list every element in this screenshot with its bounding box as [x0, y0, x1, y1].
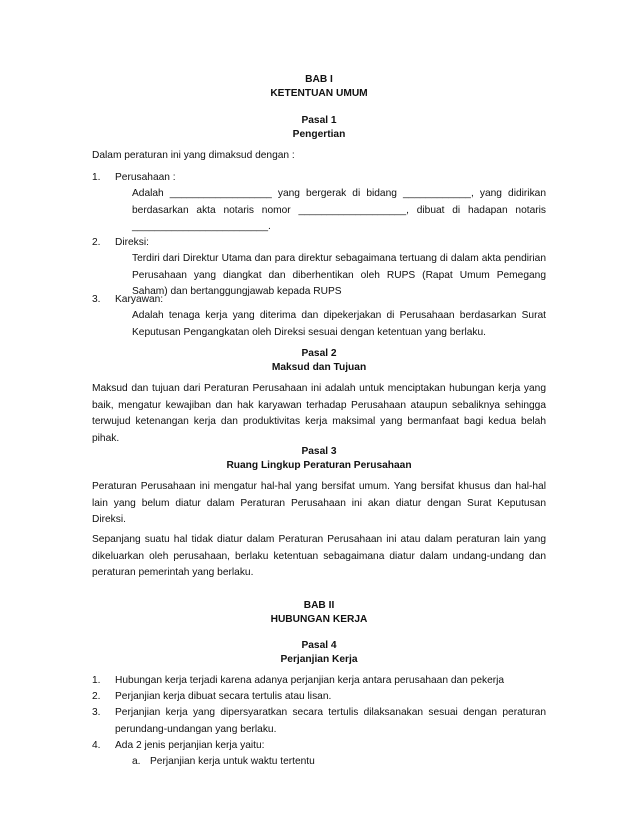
sublist-number: a. [132, 756, 141, 767]
bab2-subtitle: HUBUNGAN KERJA [270, 614, 368, 625]
pasal2-title: Pasal 2 [301, 348, 337, 359]
sublist-item: Perjanjian kerja untuk waktu tertentu [150, 756, 315, 767]
list-number: 3. [92, 707, 101, 718]
list-item-term: Direksi: [115, 237, 149, 248]
list-item-body: Adalah tenaga kerja yang diterima dan dipekerjakan di Perusahaan berdasarkan Surat Keputusan Pengangkatan oleh Direksi sesuai dengan ketentuan yang berlaku. [132, 310, 546, 338]
bab2-title: BAB II [303, 600, 335, 611]
list-number: 2. [92, 691, 101, 702]
pasal3-title: Pasal 3 [301, 446, 337, 457]
pasal1-title: Pasal 1 [301, 115, 337, 126]
pasal3-body-2: Sepanjang suatu hal tidak diatur dalam Peraturan Perusahaan ini atau dalam peraturan lain yang dikeluarkan oleh perusahaan, berlaku ketentuan sebagaimana diatur dalam undang-undang dan peraturan pemerintah yang berlaku. [92, 534, 546, 579]
bab1-subtitle: KETENTUAN UMUM [270, 88, 368, 99]
list-number: 4. [92, 740, 101, 751]
list-item: Perjanjian kerja dibuat secara tertulis atau lisan. [115, 691, 332, 702]
list-number: 3. [92, 294, 101, 305]
list-item-term: Karyawan: [115, 294, 164, 305]
list-item-body: Adalah __________________ yang bergerak di bidang ____________, yang didirikan berdasarkan akta notaris nomor ___________________, dibuat di hadapan notaris ________________________. [132, 188, 546, 233]
list-item: Hubungan kerja terjadi karena adanya perjanjian kerja antara perusahaan dan pekerja [115, 675, 505, 686]
pasal4-subtitle: Perjanjian Kerja [280, 654, 358, 665]
list-number: 2. [92, 237, 101, 248]
pasal2-body: Maksud dan tujuan dari Peraturan Perusahaan ini adalah untuk menciptakan hubungan kerja yang baik, mengatur kewajiban dan hak karyawan terhadap Perusahaan ataupun sebaliknya sehingga terwujud ketenangan kerja dan produktivitas kerja maksimal yang bermanfaat bagi kedua belah pihak. [92, 383, 546, 444]
list-number: 1. [92, 172, 101, 183]
pasal1-subtitle: Pengertian [292, 129, 346, 140]
list-item: Perjanjian kerja yang dipersyaratkan secara tertulis dilaksanakan sesuai dengan peraturan perundang-undangan yang berlaku. [115, 707, 546, 735]
pasal3-body-1: Peraturan Perusahaan ini mengatur hal-hal yang bersifat umum. Yang bersifat khusus dan hal-hal lain yang belum diatur dalam Peraturan Perusahaan ini akan diatur dengan Surat Keputusan Direksi. [92, 481, 546, 526]
list-item-term: Perusahaan : [115, 172, 176, 183]
pasal1-intro: Dalam peraturan ini yang dimaksud dengan : [92, 150, 295, 161]
pasal4-title: Pasal 4 [301, 640, 337, 651]
pasal3-subtitle: Ruang Lingkup Peraturan Perusahaan [226, 460, 412, 471]
pasal2-subtitle: Maksud dan Tujuan [271, 362, 367, 373]
bab1-title: BAB I [305, 74, 333, 85]
list-item: Ada 2 jenis perjanjian kerja yaitu: [115, 740, 265, 751]
list-item-body: Terdiri dari Direktur Utama dan para direktur sebagaimana tertuang di dalam akta pendirian Perusahaan yang diangkat dan diberhentikan oleh RUPS (Rapat Umum Pemegang Saham) dan bertanggungjawab kepada RUPS [132, 253, 546, 298]
list-number: 1. [92, 675, 101, 686]
